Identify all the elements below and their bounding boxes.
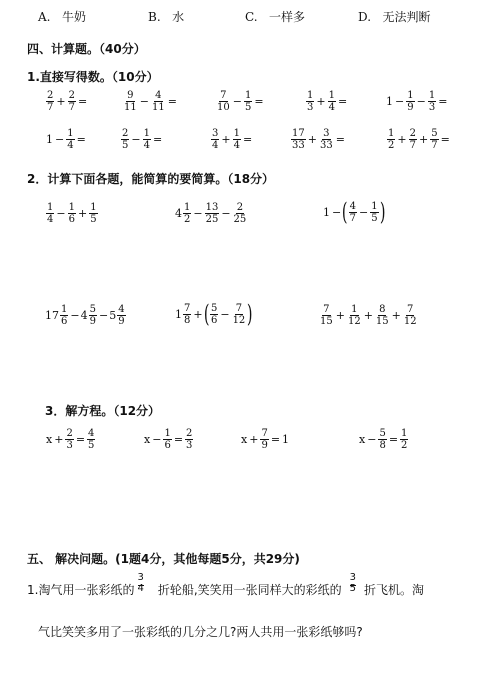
problem-1-line-1: 1.淘气用一张彩纸的 3 4 折轮船,笑笑用一张同样大的彩纸的 3 5 折飞机。淘 [27, 572, 425, 597]
calc-r2-4: $\frac{17}{33}$ + $\frac{3}{33}$ = [292, 128, 345, 151]
equation-3: x + $\frac{7}{9}$ = 1 [241, 428, 290, 451]
equation-1: x + $\frac{2}{3}$ = $\frac{4}{5}$ [46, 428, 95, 451]
q3-title: 3．解方程。（12分） [45, 404, 161, 418]
calc-r1-3: $\frac{7}{10}$ − $\frac{1}{5}$ = [217, 90, 264, 113]
simplify-2: 4 $\frac{1}{2}$ − $\frac{13}{25}$ − $\frac{2}{25}$ [175, 202, 247, 225]
q1-title: 1.直接写得数。（10分） [27, 70, 159, 84]
calc-r2-3: $\frac{3}{4}$ + $\frac{1}{4}$ = [212, 128, 253, 151]
option-d: D. 无法判断 [358, 10, 431, 24]
calc-r2-1: 1 − $\frac{1}{4}$ = [46, 128, 86, 151]
simplify-1: $\frac{1}{4}$ − $\frac{1}{6}$ + $\frac{1}{5}$ [47, 202, 97, 225]
section-5-title: 五、 解决问题。(1题4分，其他每题5分，共29分) [27, 552, 300, 566]
option-a: A. 牛奶 [38, 10, 86, 24]
calc-r2-5: $\frac{1}{2}$ + $\frac{2}{7}$ + $\frac{5}{7}$ = [388, 128, 450, 151]
calc-r1-5: 1 − $\frac{1}{9}$ − $\frac{1}{3}$ = [386, 90, 448, 113]
simplify-5: 1 $\frac{7}{8}$ + ( $\frac{5}{6}$ − $\frac{7}{12}$ ) [175, 300, 253, 328]
equation-2: x − $\frac{1}{6}$ = $\frac{2}{3}$ [144, 428, 193, 451]
option-b: B. 水 [148, 10, 185, 24]
simplify-6: $\frac{7}{15}$ + $\frac{1}{12}$ + $\frac{8}{15}$ + $\frac{7}{12}$ [320, 304, 417, 327]
calc-r1-4: $\frac{1}{3}$ + $\frac{1}{4}$ = [307, 90, 348, 113]
fraction-three-fifths: 3 5 [349, 572, 357, 594]
calc-r1-1: $\frac{2}{7}$ + $\frac{2}{7}$ = [47, 90, 88, 113]
simplify-3: 1 − ( $\frac{4}{7}$ − $\frac{1}{5}$ ) [323, 198, 386, 226]
calc-r2-2: $\frac{2}{5}$ − $\frac{1}{4}$ = [122, 128, 163, 151]
simplify-4: 17 $\frac{1}{6}$ − 4 $\frac{5}{9}$ − 5 $\frac{4}{9}$ [45, 304, 125, 327]
option-c: C. 一样多 [245, 10, 306, 24]
section-4-title: 四、计算题。（40分） [27, 42, 146, 56]
equation-4: x − $\frac{5}{8}$ = $\frac{1}{2}$ [359, 428, 408, 451]
q2-title: 2．计算下面各题，能简算的要简算。（18分） [27, 172, 275, 186]
problem-1-line-2: 气比笑笑多用了一张彩纸的几分之几?两人共用一张彩纸够吗? [38, 625, 363, 639]
fraction-three-quarters: 3 4 [137, 572, 144, 594]
calc-r1-2: $\frac{9}{11}$ − $\frac{4}{11}$ = [124, 90, 177, 113]
